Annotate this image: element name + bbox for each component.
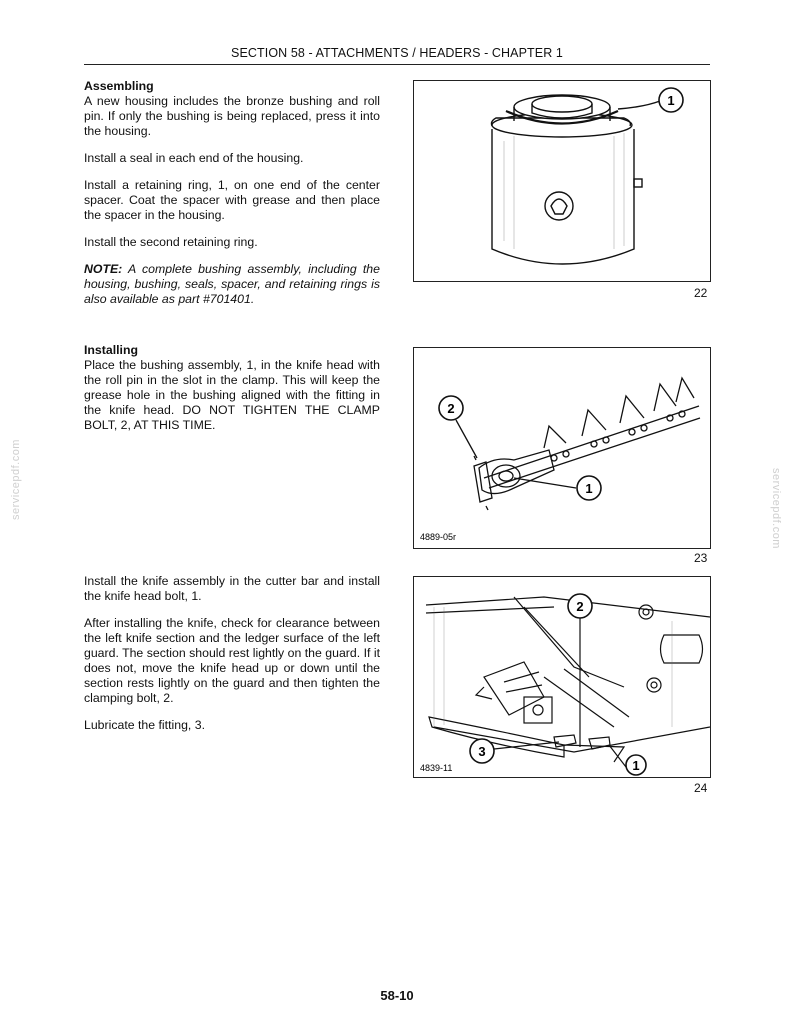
assembling-paragraph-1: A new housing includes the bronze bushing and roll pin. If only the bushing is being replaced, press it into the housing. [84, 94, 380, 138]
callout-1-label: 1 [585, 481, 593, 496]
cutter-bar-illustration [414, 577, 710, 777]
knife-install-section [84, 574, 380, 745]
figure-22-bushing-housing [413, 80, 711, 282]
knife-paragraph-1: Install the knife assembly in the cutter bar and install the knife head bolt, 1. [84, 574, 380, 603]
figure-23-number: 23 [694, 551, 708, 565]
callout-2-label: 2 [576, 599, 584, 614]
knife-paragraph-3: Lubricate the fitting, 3. [84, 718, 205, 732]
callout-1-label: 1 [632, 758, 640, 773]
assembling-paragraph-2: Install a seal in each end of the housing. [84, 151, 304, 165]
knife-head-illustration [414, 348, 710, 548]
watermark-left: servicepdf.com [10, 439, 22, 520]
figure-22-number: 22 [694, 286, 708, 300]
figure-23-knife-head [413, 347, 711, 549]
assembling-note [84, 262, 380, 307]
figure-24-cutter-bar [413, 576, 711, 778]
figure-23-code: 4889-05r [420, 532, 457, 542]
installing-section [84, 343, 380, 445]
note-label: NOTE: [84, 262, 123, 276]
assembling-paragraph-4: Install the second retaining ring. [84, 235, 258, 249]
watermark-right: servicepdf.com [770, 468, 782, 549]
assembling-paragraph-3: Install a retaining ring, 1, on one end of the center spacer. Coat the spacer with grease and then place the spacer in the housing. [84, 178, 380, 222]
figure-24-code: 4839-11 [420, 763, 453, 773]
installing-paragraph-1: Place the bushing assembly, 1, in the knife head with the roll pin in the slot in the clamp. This will keep the grease hole in the bushing aligned with the fitting in the knife head. DO NOT TIGHTEN THE CLAMP BOLT, 2, AT THIS TIME. [84, 358, 380, 432]
note-text: A complete bushing assembly, including the housing, bushing, seals, spacer, and retaining rings is also available as part #701401. [84, 262, 380, 306]
assembling-section [84, 79, 380, 319]
callout-3-label: 3 [478, 744, 486, 759]
figure-24-number: 24 [694, 781, 708, 795]
assembling-heading: Assembling [84, 79, 154, 93]
callout-2-label: 2 [447, 401, 455, 416]
callout-1-label: 1 [667, 93, 675, 108]
header-rule [84, 64, 710, 65]
installing-heading: Installing [84, 343, 138, 357]
bushing-housing-illustration [414, 81, 710, 281]
knife-paragraph-2: After installing the knife, check for clearance between the left knife section and the ledger surface of the left guard. The section should rest lightly on the guard. If it does not, move the knife head up or down until the section rests lightly on the guard and then tighten the clamping bolt, 2. [84, 616, 380, 705]
section-header: SECTION 58 - ATTACHMENTS / HEADERS - CHAPTER 1 [231, 46, 563, 60]
page-number: 58-10 [380, 988, 414, 1003]
